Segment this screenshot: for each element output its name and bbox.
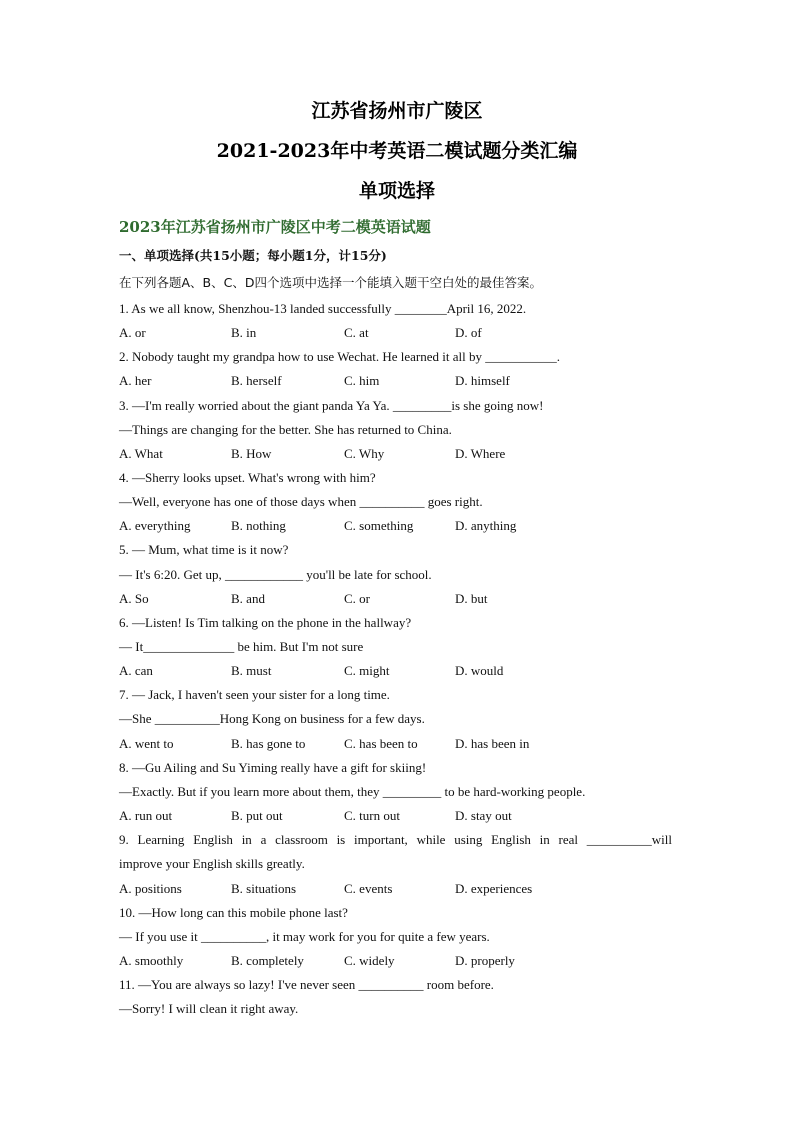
question-1-option-c: C. at: [344, 325, 369, 340]
question-10-option-a: A. smoothly: [119, 953, 184, 968]
question-8-stem: 8. —Gu Ailing and Su Yiming really have a gift for skiing!: [119, 760, 427, 775]
question-5-option-c: C. or: [344, 591, 370, 606]
question-6-option-b: B. must: [231, 663, 272, 678]
question-6-stem-line2: — It______________ be him. But I'm not sure: [119, 639, 364, 654]
question-4-option-d: D. anything: [455, 518, 517, 533]
question-9-option-d: D. experiences: [455, 881, 533, 896]
page-topic: 单项选择: [358, 180, 435, 202]
question-10-stem: 10. —How long can this mobile phone last?: [119, 905, 348, 920]
question-8-option-d: D. stay out: [455, 808, 512, 823]
question-5-option-b: B. and: [231, 591, 265, 606]
question-6-stem: 6. —Listen! Is Tim talking on the phone in the hallway?: [119, 615, 412, 630]
question-9-option-a: A. positions: [119, 881, 182, 896]
question-9-stem: 9. Learning English in a classroom is important, while using English in real __________will: [119, 832, 672, 847]
question-7-option-b: B. has gone to: [231, 736, 306, 751]
question-2-option-c: C. him: [344, 373, 380, 388]
question-2-stem: 2. Nobody taught my grandpa how to use Wechat. He learned it all by ___________.: [119, 349, 560, 364]
question-5-option-a: A. So: [119, 591, 149, 606]
question-1-option-d: D. of: [455, 325, 482, 340]
section-heading: 一、单项选择(共15小题；每小题1分，计15分): [119, 248, 387, 263]
question-10-option-b: B. completely: [231, 953, 304, 968]
question-3-option-c: C. Why: [344, 446, 385, 461]
question-11-stem-line2: —Sorry! I will clean it right away.: [119, 1001, 299, 1016]
question-11-stem: 11. —You are always so lazy! I've never seen __________ room before.: [119, 977, 494, 992]
question-4-stem-line2: —Well, everyone has one of those days when __________ goes right.: [119, 494, 483, 509]
question-3-option-a: A. What: [119, 446, 163, 461]
question-2-option-b: B. herself: [231, 373, 282, 388]
question-8-stem-line2: —Exactly. But if you learn more about them, they _________ to be hard-working people.: [119, 784, 586, 799]
question-4-stem: 4. —Sherry looks upset. What's wrong with him?: [119, 470, 376, 485]
question-2-option-d: D. himself: [455, 373, 510, 388]
question-7-option-c: C. has been to: [344, 736, 418, 751]
question-10-option-c: C. widely: [344, 953, 395, 968]
question-7-option-d: D. has been in: [455, 736, 530, 751]
question-8-option-a: A. run out: [119, 808, 173, 823]
question-8-option-b: B. put out: [231, 808, 283, 823]
question-7-stem-line2: —She __________Hong Kong on business for a few days.: [119, 711, 425, 726]
question-3-option-d: D. Where: [455, 446, 506, 461]
question-5-stem-line2: — It's 6:20. Get up, ____________ you'll be late for school.: [119, 567, 432, 582]
question-3-stem: 3. —I'm really worried about the giant panda Ya Ya. _________is she going now!: [119, 398, 544, 413]
question-6-option-a: A. can: [119, 663, 153, 678]
question-2-option-a: A. her: [119, 373, 152, 388]
question-9-option-c: C. events: [344, 881, 393, 896]
question-9-stem-line2: improve your English skills greatly.: [119, 856, 305, 871]
question-8-option-c: C. turn out: [344, 808, 400, 823]
question-6-option-d: D. would: [455, 663, 504, 678]
instruction-text: 在下列各题A、B、C、D四个选项中选择一个能填入题干空白处的最佳答案。: [119, 275, 542, 290]
question-6-option-c: C. might: [344, 663, 390, 678]
question-5-stem: 5. — Mum, what time is it now?: [119, 542, 289, 557]
question-7-option-a: A. went to: [119, 736, 174, 751]
question-4-option-c: C. something: [344, 518, 414, 533]
page-title: 江苏省扬州市广陵区: [311, 100, 483, 122]
question-10-option-d: D. properly: [455, 953, 515, 968]
question-3-option-b: B. How: [231, 446, 272, 461]
question-1-stem: 1. As we all know, Shenzhou-13 landed successfully ________April 16, 2022.: [119, 301, 527, 316]
question-4-option-b: B. nothing: [231, 518, 286, 533]
question-10-stem-line2: — If you use it __________, it may work for you for quite a few years.: [119, 929, 490, 944]
page-subtitle: 2021-2023年中考英语二模试题分类汇编: [216, 140, 578, 162]
question-4-option-a: A. everything: [119, 518, 191, 533]
question-7-stem: 7. — Jack, I haven't seen your sister for a long time.: [119, 687, 390, 702]
question-1-option-b: B. in: [231, 325, 257, 340]
question-5-option-d: D. but: [455, 591, 488, 606]
question-9-option-b: B. situations: [231, 881, 297, 896]
question-1-option-a: A. or: [119, 325, 146, 340]
exam-heading: 2023年江苏省扬州市广陵区中考二模英语试题: [119, 218, 431, 236]
question-3-stem-line2: —Things are changing for the better. She has returned to China.: [119, 422, 452, 437]
